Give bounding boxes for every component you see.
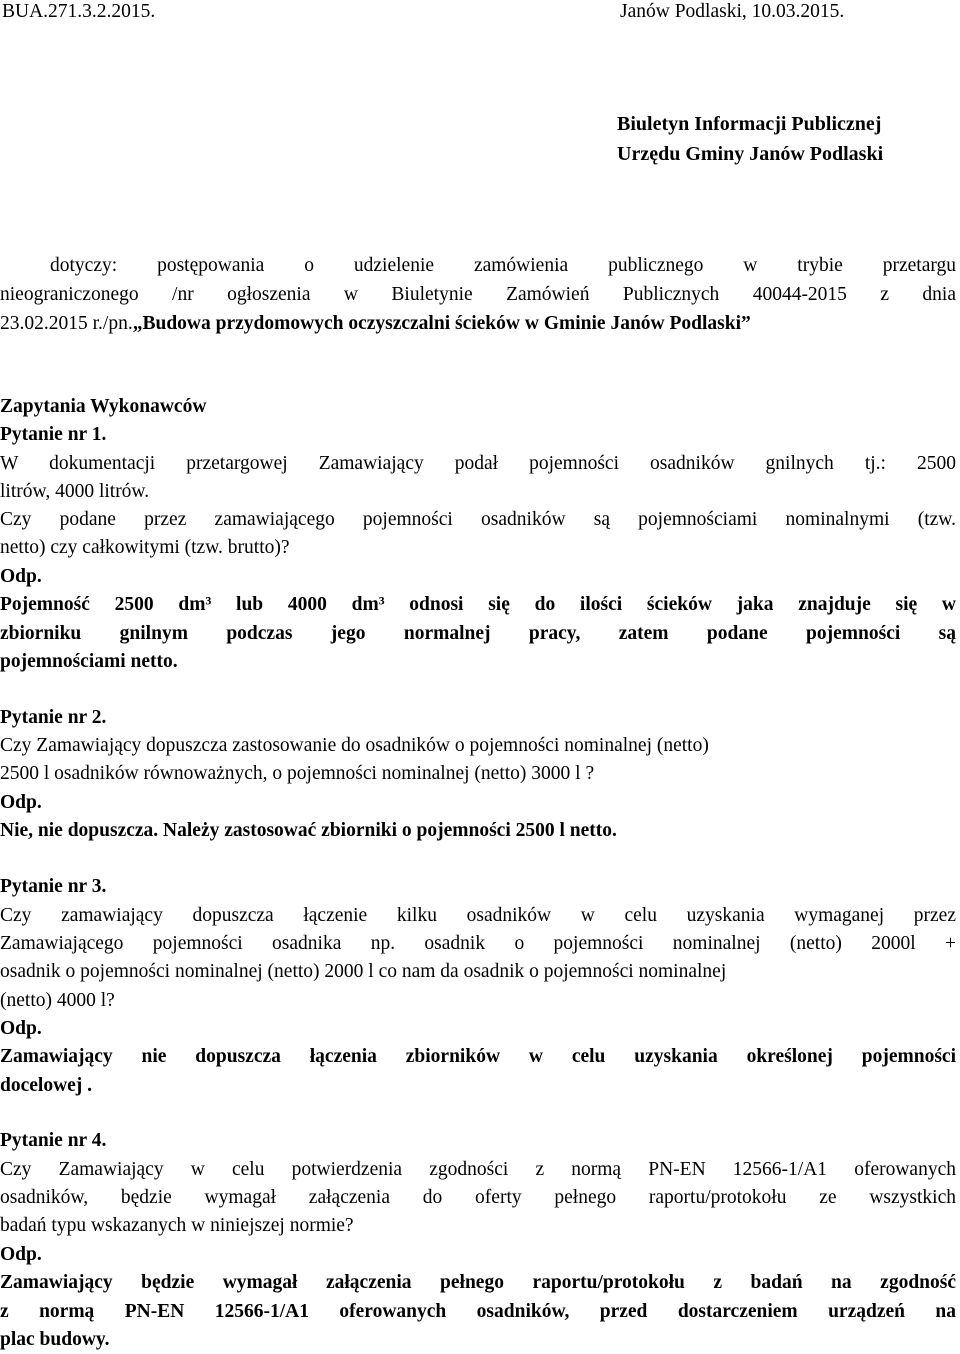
question-2-line-2: 2500 l osadników równoważnych, o pojemności nominalnej (netto) 3000 l ?	[0, 763, 595, 784]
addressee-line-1: Biuletyn Informacji Publicznej	[617, 113, 882, 135]
question-4-label: Pytanie nr 4.	[0, 1130, 107, 1151]
subject-line-2: nieograniczonego /nr ogłoszenia w Biuletynie Zamówień Publicznych 40044-2015 z dnia	[0, 284, 956, 305]
question-3-label: Pytanie nr 3.	[0, 876, 107, 897]
answer-4-line-2: z normą PN-EN 12566-1/A1 oferowanych osadników, przed dostarczeniem urządzeń na	[0, 1301, 956, 1322]
answer-4-line-3: plac budowy.	[0, 1329, 110, 1350]
question-1-label: Pytanie nr 1.	[0, 424, 107, 445]
answer-3-line-1: Zamawiający nie dopuszcza łączenia zbiorników w celu uzyskania określonej pojemności	[0, 1046, 956, 1067]
question-4-odp: Odp.	[0, 1244, 42, 1265]
place-and-date: Janów Podlaski, 10.03.2015.	[620, 1, 845, 22]
answer-1-line-2: zbiorniku gnilnym podczas jego normalnej pracy, zatem podane pojemności są	[0, 623, 956, 644]
answer-1-line-3: pojemnościami netto.	[0, 651, 178, 672]
question-1-line-1: W dokumentacji przetargowej Zamawiający podał pojemności osadników gnilnych tj.: 2500	[0, 453, 956, 474]
question-1-line-2: litrów, 4000 litrów.	[0, 481, 150, 502]
subject-title: „Budowa przydomowych oczyszczalni ścieków w Gminie Janów Podlaski”	[132, 313, 751, 334]
addressee-line-2: Urzędu Gminy Janów Podlaski	[617, 143, 884, 165]
question-4-line-1: Czy Zamawiający w celu potwierdzenia zgodności z normą PN-EN 12566-1/A1 oferowanych	[0, 1159, 956, 1180]
question-3-line-2: Zamawiającego pojemności osadnika np. osadnik o pojemności nominalnej (netto) 2000l +	[0, 933, 956, 954]
question-3-line-1: Czy zamawiający dopuszcza łączenie kilku osadników w celu uzyskania wymaganej przez	[0, 905, 956, 926]
question-1-line-3: Czy podane przez zamawiającego pojemności osadników są pojemnościami nominalnymi (tzw.	[0, 509, 956, 530]
answer-3-line-2: docelowej .	[0, 1075, 93, 1096]
question-3-odp: Odp.	[0, 1018, 42, 1039]
question-3-line-3: osadnik o pojemności nominalnej (netto) 2000 l co nam da osadnik o pojemności nominalnej	[0, 961, 727, 982]
question-2-line-1: Czy Zamawiający dopuszcza zastosowanie do osadników o pojemności nominalnej (netto)	[0, 735, 709, 756]
document-reference: BUA.271.3.2.2015.	[2, 1, 156, 22]
question-3-line-4: (netto) 4000 l?	[0, 990, 115, 1011]
subject-date-prefix: 23.02.2015 r./pn.	[0, 313, 133, 334]
answer-1-line-1: Pojemność 2500 dm³ lub 4000 dm³ odnosi się do ilości ścieków jaka znajduje się w	[0, 594, 956, 615]
answer-2-line-1: Nie, nie dopuszcza. Należy zastosować zbiorniki o pojemności 2500 l netto.	[0, 820, 617, 841]
question-1-odp: Odp.	[0, 566, 42, 587]
question-1-line-4: netto) czy całkowitymi (tzw. brutto)?	[0, 537, 290, 558]
question-4-line-2: osadników, będzie wymagał załączenia do oferty pełnego raportu/protokołu ze wszystkich	[0, 1187, 956, 1208]
question-4-line-3: badań typu wskazanych w niniejszej normie?	[0, 1215, 354, 1236]
question-2-label: Pytanie nr 2.	[0, 707, 107, 728]
section-title: Zapytania Wykonawców	[0, 396, 207, 417]
answer-4-line-1: Zamawiający będzie wymagał załączenia pełnego raportu/protokołu z badań na zgodność	[0, 1272, 956, 1293]
subject-line-1: dotyczy: postępowania o udzielenie zamówienia publicznego w trybie przetargu	[50, 255, 956, 276]
subject-line-3	[0, 310, 956, 338]
question-2-odp: Odp.	[0, 792, 42, 813]
